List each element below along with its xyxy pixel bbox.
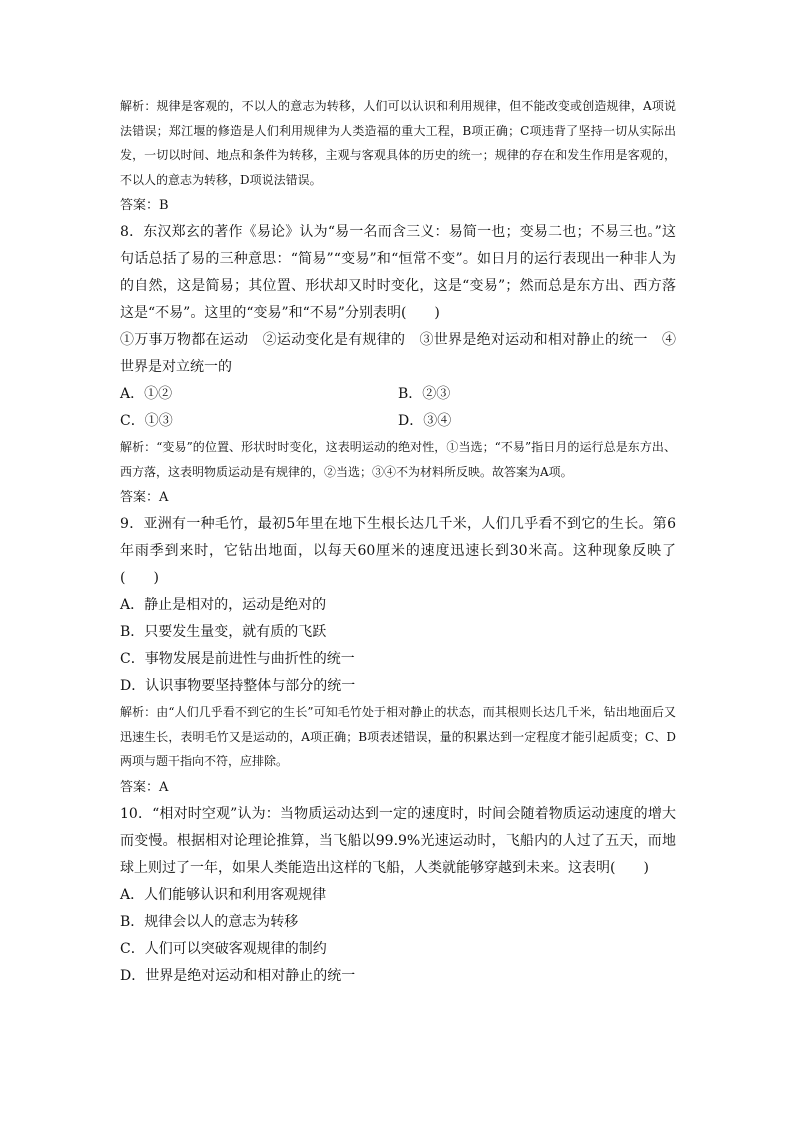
q9-answer: 答案：A [120,779,169,795]
q10-option-c: C．人们可以突破客观规律的制约 [120,940,327,957]
q10-option-a: A．人们能够认识和利用客观规律 [120,886,327,903]
q8-option-a: A．①② [120,386,173,402]
q9-explanation: 解析：由“人们几乎看不到它的生长”可知毛竹处于相对静止的状态，而其根则长达几千米，钻出地面后又迅速生长，表明毛竹又是运动的，A项正确；B项表述错误，量的积累达到一定程度才能引起质变；C、D两项与题干指向不符，应排除。 [120,705,676,768]
q9-option-a: A．静止是相对的，运动是绝对的 [120,597,327,613]
q8-statements: ①万事万物都在运动 ②运动变化是有规律的 ③世界是绝对运动和相对静止的统一 ④世界是对立统一的 [120,332,676,375]
q8-option-c: C．①③ [120,413,173,429]
q8-explanation: 解析：“变易”的位置、形状时时变化，这表明运动的绝对性，①当选；“不易”指日月的运行总是东方出、西方落，这表明物质运动是有规律的，②当选；③④不为材料所反映。故答案为A项。 [120,440,676,479]
page-content [120,94,676,990]
q10-option-b: B．规律会以人的意志为转移 [120,913,299,930]
q8-stem: 8．东汉郑玄的著作《易论》认为“易一名而含三义：易简一也；变易二也；不易三也。”这句话总括了易的三种意思：“简易”“变易”和“恒常不变”。如日月的运行表现出一种非人为的自然，这是简易；其位置、形状却又时时变化，这是“变易”；然而总是东方出、西方落这是“不易”。这里的“变易”和“不易”分别表明( ) [120,224,676,321]
q8-options [120,381,676,435]
q10-option-d: D．世界是绝对运动和相对静止的统一 [120,967,356,984]
q7-explanation: 解析：规律是客观的，不以人的意志为转移，人们可以认识和利用规律，但不能改变或创造规律，A项说法错误；郑江堰的修造是人们利用规律为人类造福的重大工程，B项正确；C项违背了坚持一切从实际出发，一切以时间、地点和条件为转移，主观与客观具体的历史的统一；规律的存在和发生作用是客观的，不以人的意志为转移，D项说法错误。 [120,99,676,187]
q9-option-c: C．事物发展是前进性与曲折性的统一 [120,651,355,667]
q10-stem: 10．“相对时空观”认为：当物质运动达到一定的速度时，时间会随着物质运动速度的增大而变慢。根据相对论理论推算，当飞船以99.9%光速运动时，飞船内的人过了五天，而地球上则过了一年，如果人类能造出这样的飞船，人类就能够穿越到未来。这表明( ) [120,805,676,876]
q7-answer: 答案：B [120,198,169,213]
q9-stem: 9．亚洲有一种毛竹，最初5年里在地下生根长达几千米，人们几乎看不到它的生长。第6年雨季到来时，它钻出地面，以每天60厘米的速度迅速长到30米高。这种现象反映了( ) [120,516,676,586]
q9-option-d: D．认识事物要坚持整体与部分的统一 [120,678,356,694]
q8-answer: 答案：A [120,490,169,505]
q8-option-d: D．③④ [398,413,452,429]
q8-option-b: B．②③ [398,386,451,402]
q9-option-b: B．只要发生量变，就有质的飞跃 [120,624,327,640]
